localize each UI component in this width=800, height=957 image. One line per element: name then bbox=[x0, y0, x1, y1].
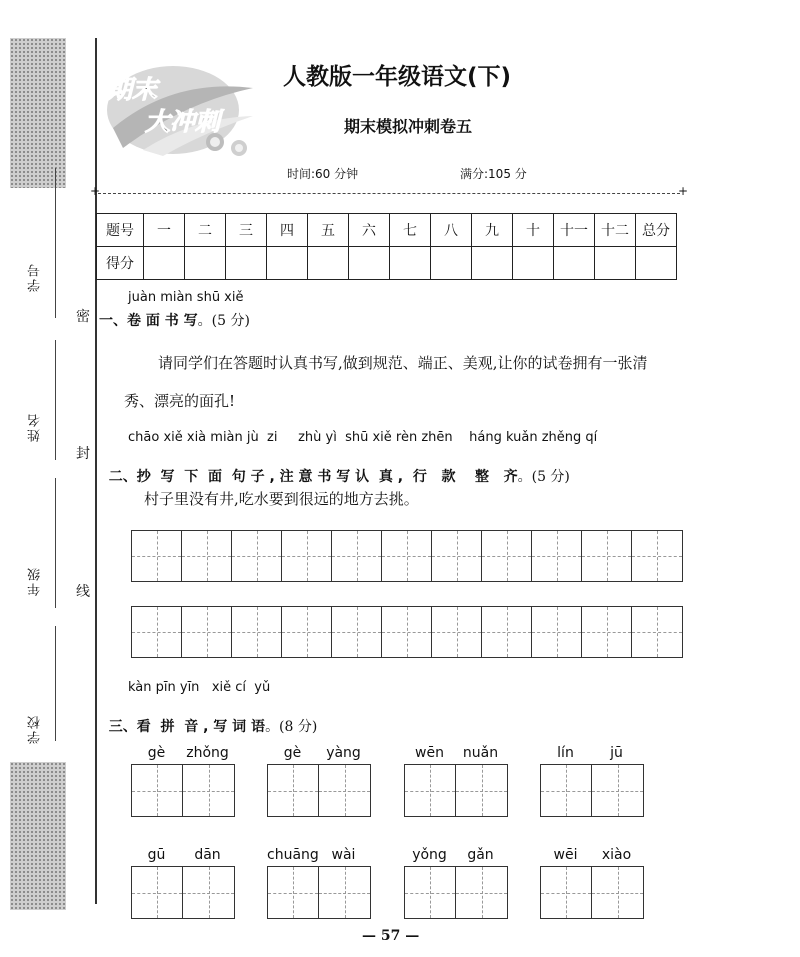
writing-cell[interactable] bbox=[132, 867, 183, 918]
writing-cell[interactable] bbox=[532, 607, 582, 657]
writing-cell[interactable] bbox=[183, 867, 234, 918]
score-header-cell: 十 bbox=[513, 214, 554, 247]
writing-cell[interactable] bbox=[541, 867, 592, 918]
word-pinyin bbox=[267, 745, 371, 761]
word-pinyin-1: chuāng bbox=[267, 847, 319, 863]
section1-title: 一、卷 面 书 写 bbox=[99, 313, 198, 329]
score-header-cell: 题号 bbox=[97, 214, 144, 247]
exam-full-score: 满分:105 分 bbox=[460, 167, 527, 181]
seal-char-feng: 封 bbox=[76, 446, 90, 462]
writing-cell[interactable] bbox=[183, 765, 234, 816]
score-header-cell: 十二 bbox=[595, 214, 636, 247]
writing-cell[interactable] bbox=[592, 765, 643, 816]
writing-cell[interactable] bbox=[541, 765, 592, 816]
writing-cell[interactable] bbox=[632, 531, 682, 581]
binding-strip-top bbox=[10, 38, 66, 188]
writing-cell[interactable] bbox=[582, 607, 632, 657]
exam-time: 时间:60 分钟 bbox=[287, 167, 359, 181]
writing-cell[interactable] bbox=[319, 867, 370, 918]
score-table bbox=[96, 213, 677, 280]
student-id-blank[interactable] bbox=[55, 168, 56, 318]
score-header-cell: 总分 bbox=[636, 214, 677, 247]
writing-cell[interactable] bbox=[482, 531, 532, 581]
score-header-cell: 三 bbox=[226, 214, 267, 247]
score-cell[interactable] bbox=[349, 247, 390, 280]
word-item bbox=[404, 847, 508, 919]
score-header-cell: 十一 bbox=[554, 214, 595, 247]
section1-pinyin: juàn miàn shū xiě bbox=[128, 290, 244, 305]
page-title: 人教版一年级语文(下) bbox=[283, 64, 512, 90]
writing-cell[interactable] bbox=[132, 607, 182, 657]
writing-cell[interactable] bbox=[405, 867, 456, 918]
section1-text-line1: 请同学们在答题时认真书写,做到规范、端正、美观,让你的试卷拥有一张清 bbox=[158, 354, 648, 372]
word-item bbox=[404, 745, 508, 817]
copy-grid-row-1[interactable] bbox=[131, 530, 683, 582]
writing-cell[interactable] bbox=[132, 765, 183, 816]
writing-cell[interactable] bbox=[482, 607, 532, 657]
score-cell[interactable] bbox=[595, 247, 636, 280]
score-cell[interactable] bbox=[431, 247, 472, 280]
word-pinyin-2: zhǒng bbox=[186, 745, 229, 761]
score-header-cell: 九 bbox=[472, 214, 513, 247]
grade-label: 年级 bbox=[28, 566, 43, 596]
section2-sentence: 村子里没有井,吃水要到很远的地方去挑。 bbox=[144, 490, 419, 508]
section3-heading bbox=[99, 700, 317, 736]
writing-cell[interactable] bbox=[182, 607, 232, 657]
writing-cell[interactable] bbox=[432, 607, 482, 657]
word-pinyin-2: dān bbox=[194, 847, 221, 863]
score-cell[interactable] bbox=[513, 247, 554, 280]
section2-heading bbox=[99, 450, 570, 486]
score-header-cell: 七 bbox=[390, 214, 431, 247]
writing-cell[interactable] bbox=[132, 531, 182, 581]
logo-text-1: 期末 bbox=[107, 75, 158, 104]
writing-cell[interactable] bbox=[432, 531, 482, 581]
word-pinyin bbox=[404, 745, 508, 761]
score-header-cell: 一 bbox=[144, 214, 185, 247]
section3-pinyin: kàn pīn yīn xiě cí yǔ bbox=[128, 680, 271, 695]
writing-cell[interactable] bbox=[382, 531, 432, 581]
score-cell[interactable] bbox=[308, 247, 349, 280]
word-pinyin-2: wài bbox=[331, 847, 356, 863]
section3-title: 三、看 拼 音 , 写 词 语 bbox=[108, 719, 266, 735]
score-cell[interactable] bbox=[226, 247, 267, 280]
school-blank[interactable] bbox=[55, 626, 56, 741]
writing-cell[interactable] bbox=[632, 607, 682, 657]
word-item bbox=[540, 847, 644, 919]
name-label: 姓名 bbox=[28, 412, 43, 442]
score-table-header-row bbox=[97, 214, 677, 247]
cut-line bbox=[98, 193, 680, 194]
copy-grid-row-2[interactable] bbox=[131, 606, 683, 658]
writing-cell[interactable] bbox=[332, 531, 382, 581]
writing-cell[interactable] bbox=[319, 765, 370, 816]
word-pinyin-1: gū bbox=[147, 847, 166, 863]
word-pinyin bbox=[131, 847, 235, 863]
writing-cell[interactable] bbox=[232, 607, 282, 657]
binding-line bbox=[95, 38, 97, 904]
word-pinyin-2: gǎn bbox=[467, 847, 494, 863]
writing-cell[interactable] bbox=[582, 531, 632, 581]
score-cell[interactable] bbox=[390, 247, 431, 280]
word-pinyin bbox=[404, 847, 508, 863]
score-cell[interactable] bbox=[185, 247, 226, 280]
writing-cell[interactable] bbox=[405, 765, 456, 816]
seal-char-xian: 线 bbox=[76, 584, 90, 600]
word-item bbox=[267, 745, 371, 817]
writing-cell[interactable] bbox=[382, 607, 432, 657]
section1-points: 。(5 分) bbox=[197, 313, 250, 329]
word-grid[interactable] bbox=[404, 764, 508, 817]
score-cell[interactable] bbox=[267, 247, 308, 280]
word-pinyin-1: lín bbox=[557, 745, 574, 761]
word-item bbox=[267, 847, 371, 919]
writing-cell[interactable] bbox=[268, 867, 319, 918]
grade-blank[interactable] bbox=[55, 478, 56, 608]
word-pinyin-1: wēi bbox=[553, 847, 578, 863]
word-grid[interactable] bbox=[267, 764, 371, 817]
score-header-cell: 五 bbox=[308, 214, 349, 247]
score-cell[interactable] bbox=[554, 247, 595, 280]
page-subtitle: 期末模拟冲刺卷五 bbox=[344, 117, 473, 136]
binding-strip-bottom bbox=[10, 762, 66, 910]
word-grid[interactable] bbox=[540, 866, 644, 919]
writing-cell[interactable] bbox=[332, 607, 382, 657]
writing-cell[interactable] bbox=[232, 531, 282, 581]
score-cell[interactable] bbox=[472, 247, 513, 280]
word-grid[interactable] bbox=[131, 764, 235, 817]
writing-cell[interactable] bbox=[592, 867, 643, 918]
word-pinyin-2: jū bbox=[610, 745, 623, 761]
score-header-cell: 六 bbox=[349, 214, 390, 247]
word-pinyin-2: yàng bbox=[326, 745, 361, 761]
word-pinyin-1: gè bbox=[283, 745, 302, 761]
word-grid[interactable] bbox=[540, 764, 644, 817]
word-pinyin bbox=[267, 847, 371, 863]
name-blank[interactable] bbox=[55, 340, 56, 460]
student-id-label: 学号 bbox=[28, 262, 43, 292]
score-cell[interactable] bbox=[636, 247, 677, 280]
score-row-label: 得分 bbox=[97, 247, 144, 280]
section2-title: 二、抄 写 下 面 句 子 , 注 意 书 写 认 真 , 行 款 整 齐 bbox=[108, 469, 518, 485]
word-item bbox=[131, 745, 235, 817]
word-pinyin bbox=[540, 745, 644, 761]
page-number: — 57 — bbox=[362, 928, 420, 944]
writing-cell[interactable] bbox=[268, 765, 319, 816]
section1-heading bbox=[99, 310, 250, 330]
word-pinyin-1: yǒng bbox=[412, 847, 447, 863]
section1-text-line2: 秀、漂亮的面孔! bbox=[124, 392, 236, 410]
score-cell[interactable] bbox=[144, 247, 185, 280]
school-label: 学校 bbox=[28, 714, 43, 744]
writing-cell[interactable] bbox=[282, 607, 332, 657]
section2-pinyin: chāo xiě xià miàn jù zi zhù yì shū xiě rèn zhēn háng kuǎn zhěng qí bbox=[128, 430, 598, 445]
writing-cell[interactable] bbox=[532, 531, 582, 581]
word-pinyin-2: xiào bbox=[601, 847, 632, 863]
word-item bbox=[131, 847, 235, 919]
word-pinyin bbox=[131, 745, 235, 761]
score-table-score-row bbox=[97, 247, 677, 280]
logo-text-2: 大冲刺 bbox=[145, 107, 221, 136]
section2-points: 。(5 分) bbox=[517, 469, 570, 485]
score-header-cell: 八 bbox=[431, 214, 472, 247]
score-header-cell: 四 bbox=[267, 214, 308, 247]
section3-points: 。(8 分) bbox=[265, 719, 318, 735]
score-header-cell: 二 bbox=[185, 214, 226, 247]
writing-cell[interactable] bbox=[456, 765, 507, 816]
writing-cell[interactable] bbox=[182, 531, 232, 581]
exam-logo bbox=[103, 58, 263, 160]
seal-char-mi: 密 bbox=[76, 309, 90, 325]
word-grid[interactable] bbox=[131, 866, 235, 919]
word-pinyin bbox=[540, 847, 644, 863]
word-pinyin-1: wēn bbox=[415, 745, 444, 761]
writing-cell[interactable] bbox=[456, 867, 507, 918]
writing-cell[interactable] bbox=[282, 531, 332, 581]
word-item bbox=[540, 745, 644, 817]
word-grid[interactable] bbox=[267, 866, 371, 919]
word-pinyin-1: gè bbox=[147, 745, 166, 761]
word-pinyin-2: nuǎn bbox=[462, 745, 499, 761]
word-grid[interactable] bbox=[404, 866, 508, 919]
